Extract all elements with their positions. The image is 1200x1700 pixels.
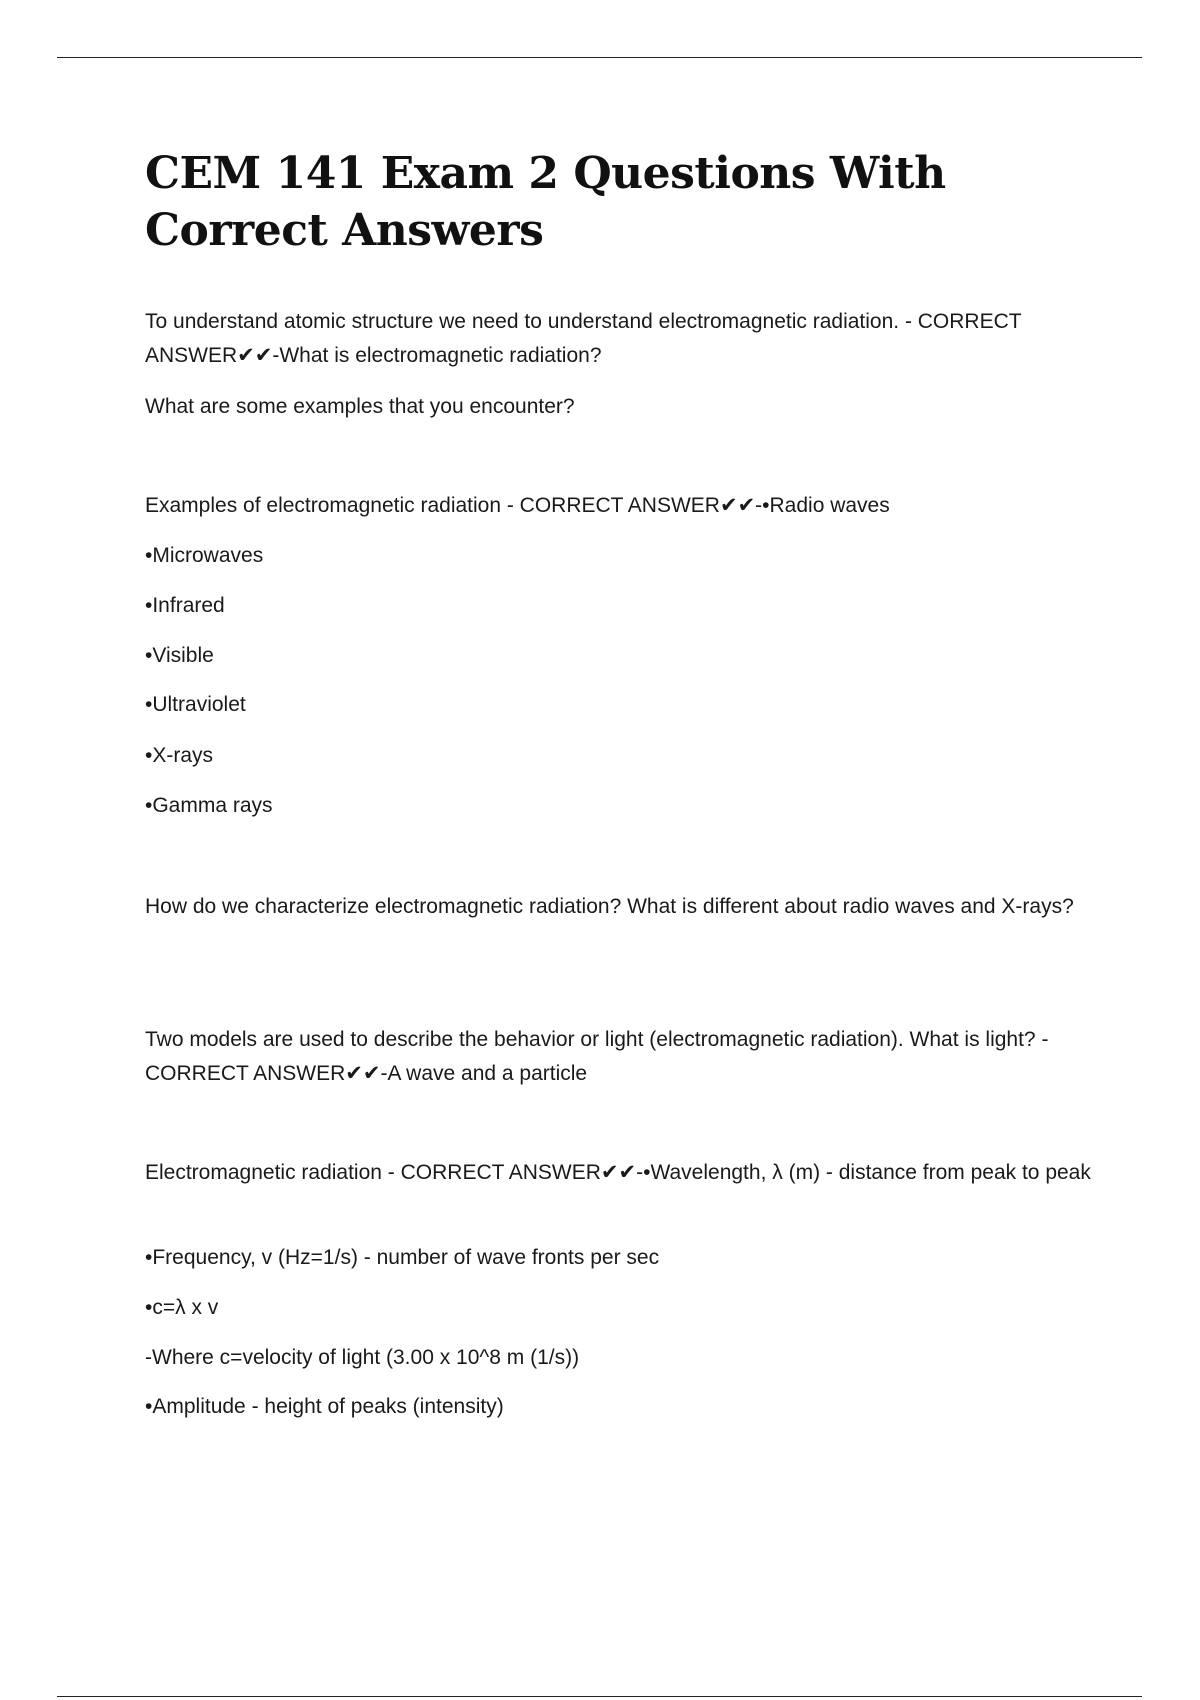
list-item-amplitude: •Amplitude - height of peaks (intensity) [145, 1395, 504, 1418]
list-item-gamma-rays: •Gamma rays [145, 794, 273, 817]
list-item-formula: •c=λ x v [145, 1296, 219, 1319]
list-item-frequency: •Frequency, v (Hz=1/s) - number of wave fronts per sec [145, 1246, 660, 1269]
list-item-microwaves: •Microwaves [145, 544, 264, 567]
document-title: CEM 141 Exam 2 Questions With Correct Answers [145, 148, 946, 256]
list-item-ultraviolet: •Ultraviolet [145, 693, 246, 716]
header-rule [57, 57, 1142, 58]
paragraph-characterize-question: How do we characterize electromagnetic radiation? What is different about radio waves and X-rays? [145, 895, 1074, 918]
paragraph-em-radiation-question: To understand atomic structure we need to understand electromagnetic radiation. - CORRECT ANSWER✔✔-What is electromagnetic radiation? [145, 310, 1026, 367]
footer-rule [57, 1696, 1142, 1697]
paragraph-examples-answer: Examples of electromagnetic radiation - CORRECT ANSWER✔✔-•Radio waves [145, 494, 890, 517]
paragraph-light-models: Two models are used to describe the behavior or light (electromagnetic radiation). What is light? - CORRECT ANSWER✔✔-A wave and a particle [145, 1028, 1055, 1085]
paragraph-examples-question: What are some examples that you encounter? [145, 395, 575, 418]
paragraph-em-properties: Electromagnetic radiation - CORRECT ANSWER✔✔-•Wavelength, λ (m) - distance from peak to peak [145, 1161, 1091, 1184]
list-item-visible: •Visible [145, 644, 214, 667]
list-item-infrared: •Infrared [145, 594, 225, 617]
list-item-velocity-note: -Where c=velocity of light (3.00 x 10^8 m (1/s)) [145, 1346, 580, 1369]
list-item-x-rays: •X-rays [145, 744, 214, 767]
